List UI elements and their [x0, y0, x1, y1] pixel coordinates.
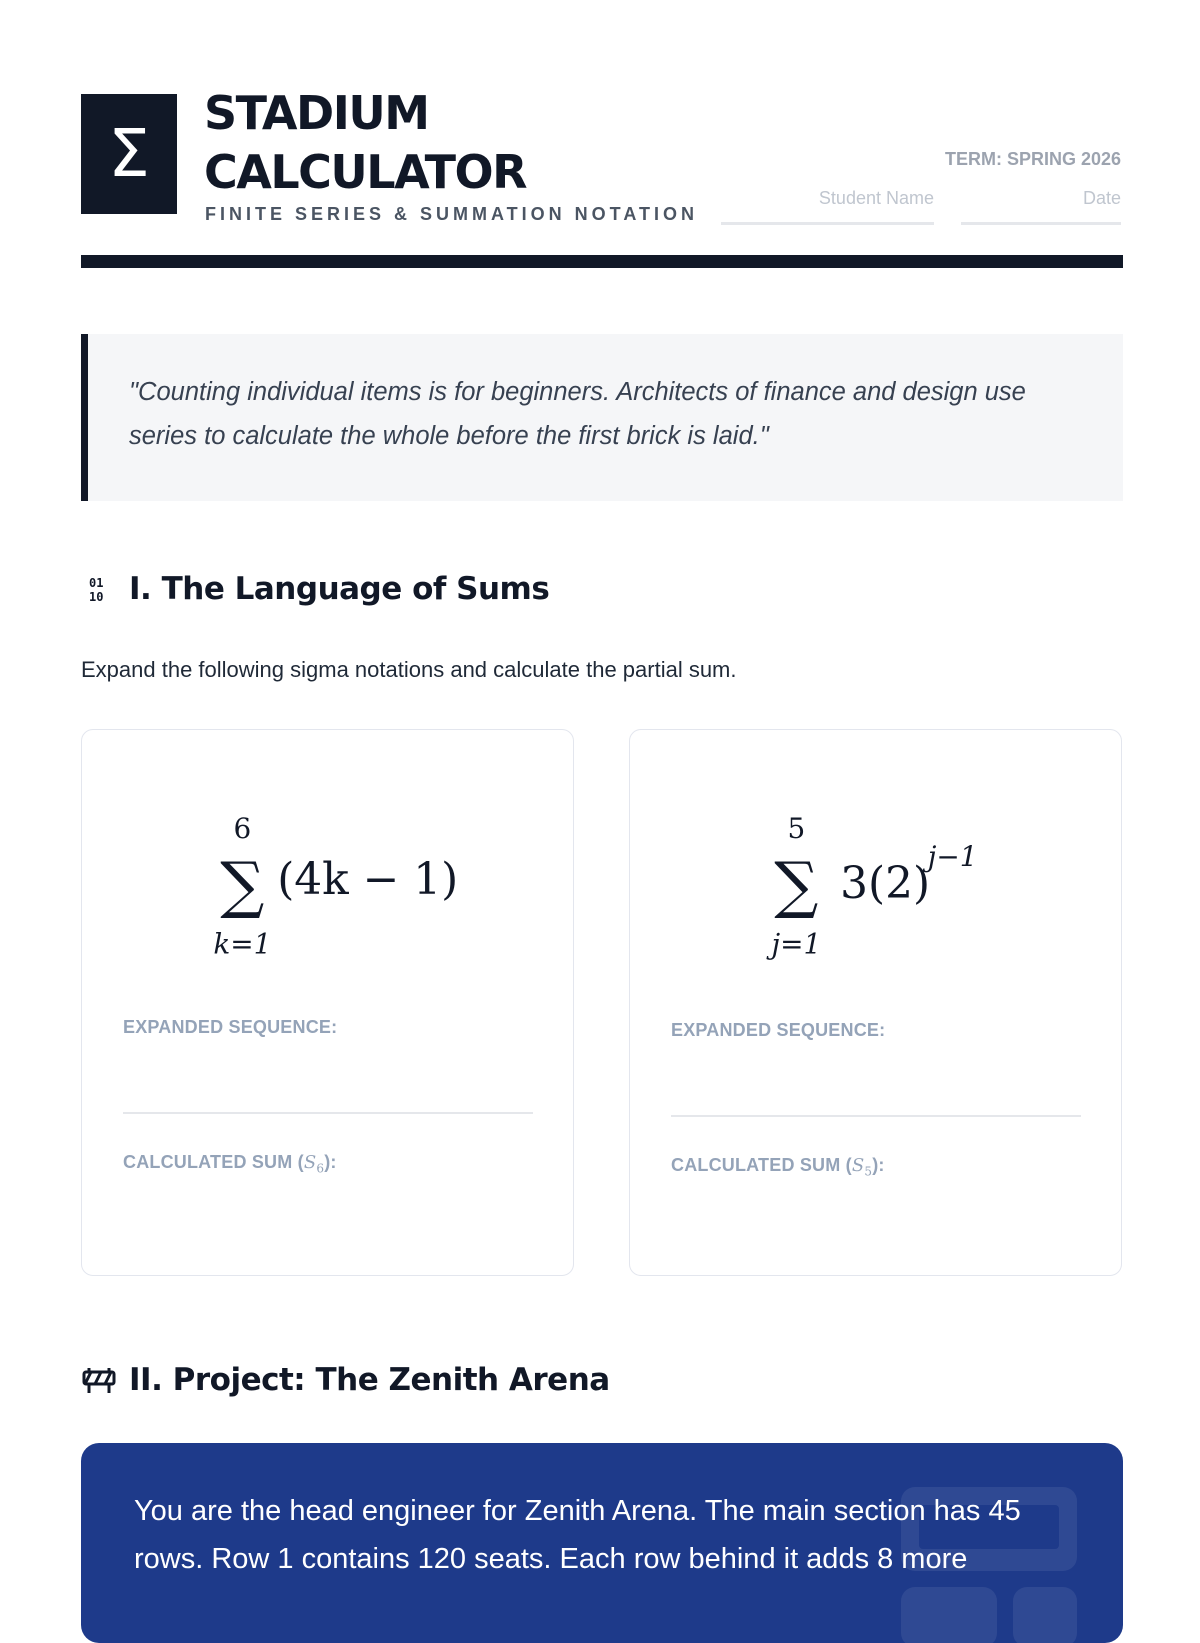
problem-card-1 — [81, 729, 574, 1276]
calculated-sum-label: CALCULATED SUM $(S_5)$: — [671, 1155, 885, 1179]
sigma-symbol: ∑ — [220, 848, 265, 921]
student-name-label: Student Name — [818, 188, 934, 208]
subtitle: FINITE SERIES & SUMMATION NOTATION — [205, 204, 698, 224]
expanded-sequence-label: EXPANDED SEQUENCE: — [671, 1020, 886, 1040]
date-label: Date — [1082, 188, 1121, 208]
binary-icon — [81, 571, 117, 607]
sigma-formula-2 — [630, 816, 1121, 966]
worksheet-header — [81, 86, 1121, 226]
expanded-sequence-label: EXPANDED SEQUENCE: — [123, 1017, 338, 1037]
date-field[interactable] — [961, 188, 1121, 225]
section-2-heading — [81, 1362, 610, 1398]
sigma-upper-limit: 6 — [233, 816, 252, 846]
project-panel — [81, 1443, 1123, 1643]
section-2-title: II. Project: The Zenith Arena — [129, 1362, 610, 1398]
title-line-1: STADIUM — [204, 86, 429, 140]
sigma-symbol: ∑ — [774, 848, 819, 921]
project-description: You are the head engineer for Zenith Arena. The main section has 45 rows. Row 1 contains 120 seats. Each row behind it adds 8 more — [134, 1495, 1021, 1575]
expanded-sequence-answer-line[interactable] — [671, 1115, 1081, 1117]
section-1-instructions: Expand the following sigma notations and calculate the partial sum. — [81, 657, 737, 682]
sigma-formula-1 — [82, 816, 573, 966]
sigma-expression: (4k − 1) — [277, 853, 459, 905]
construction-barrier-icon — [81, 1362, 117, 1398]
title-line-2: CALCULATOR — [204, 145, 527, 199]
header-divider — [81, 255, 1123, 268]
section-1-heading — [81, 571, 549, 607]
problem-card-2 — [629, 729, 1122, 1276]
expanded-sequence-answer-line[interactable] — [123, 1112, 533, 1114]
sigma-exponent: j−1 — [927, 840, 978, 874]
quote-block — [81, 334, 1123, 501]
sigma-lower-limit: k=1 — [213, 927, 272, 961]
sigma-upper-limit: 5 — [787, 816, 806, 846]
svg-text:10: 10 — [89, 590, 104, 603]
term-label: TERM: SPRING 2026 — [944, 149, 1121, 169]
student-name-field[interactable] — [721, 188, 934, 225]
section-1-title: I. The Language of Sums — [129, 571, 550, 607]
sigma-lower-limit: j=1 — [771, 927, 822, 961]
svg-text:01: 01 — [89, 576, 104, 590]
sigma-logo-icon: Σ — [81, 94, 177, 214]
quote-text: "Counting individual items is for beginners. Architects of finance and design use series to calculate the whole before the first brick is laid." — [129, 378, 1026, 450]
sigma-expression: 3(2) — [840, 857, 931, 909]
calculated-sum-label: CALCULATED SUM $(S_6)$: — [123, 1152, 337, 1176]
